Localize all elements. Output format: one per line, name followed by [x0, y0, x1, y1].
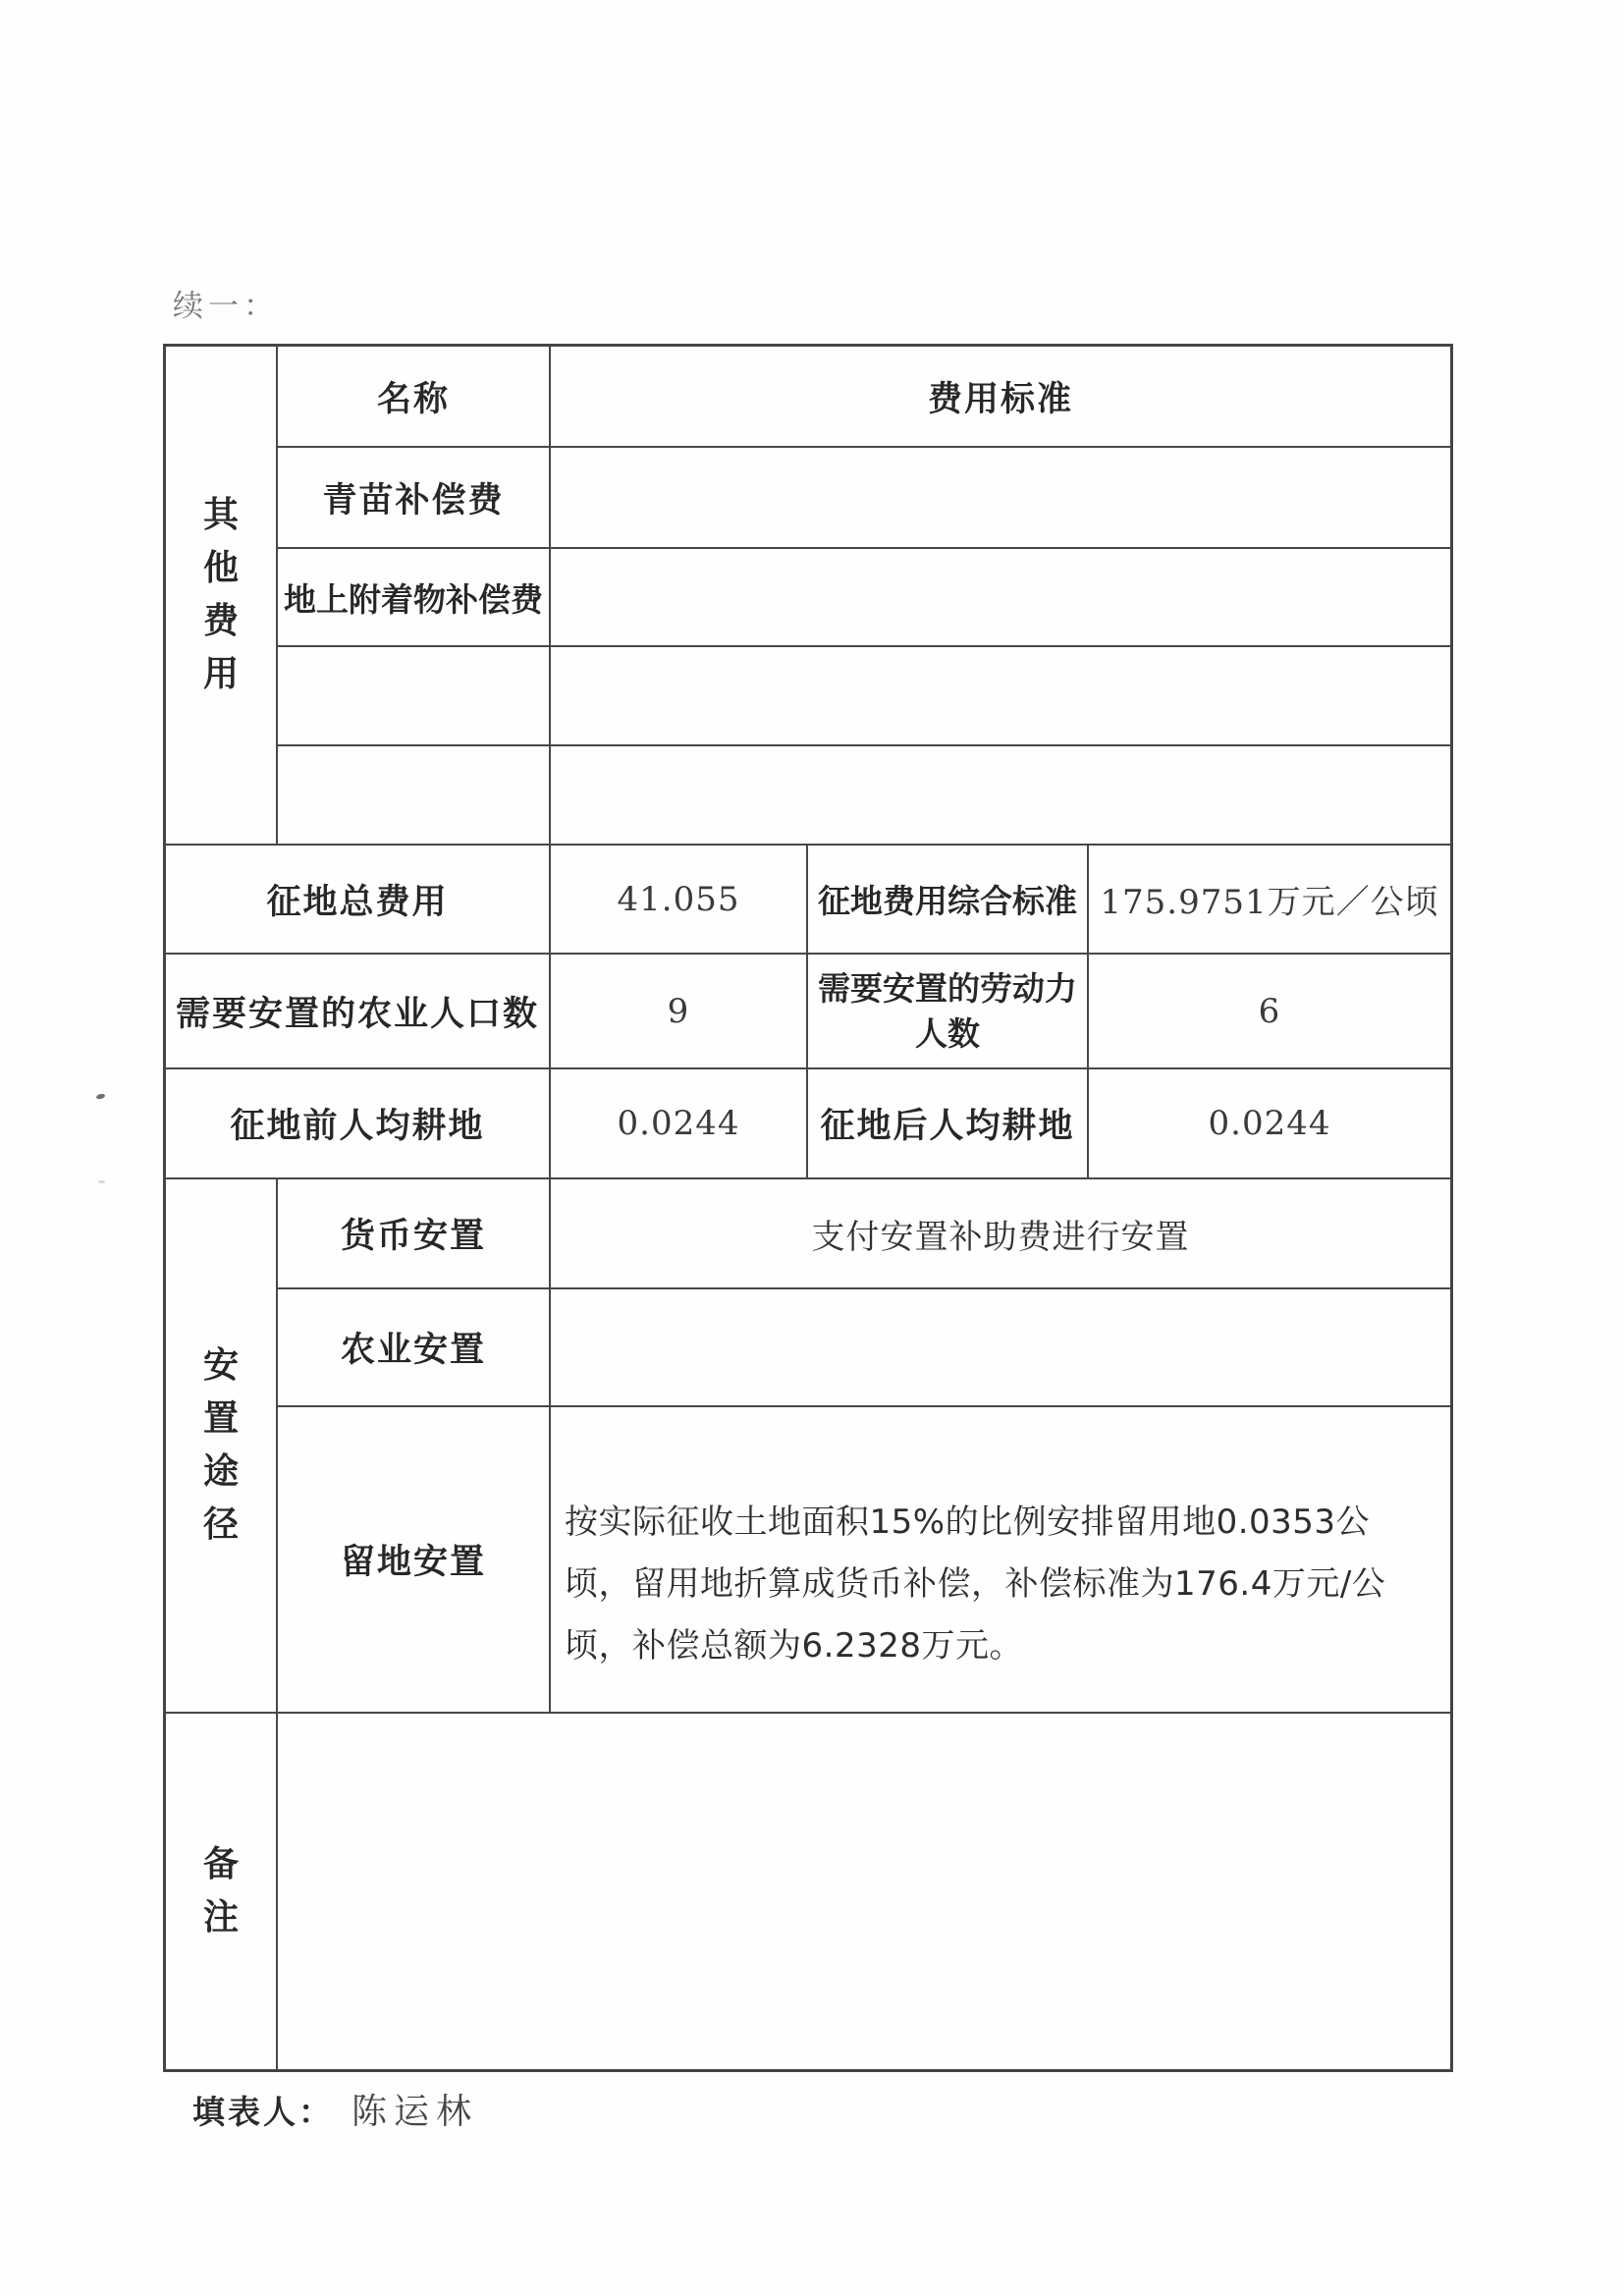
- per-capita-before-label: 征地前人均耕地: [165, 1068, 550, 1178]
- per-capita-after-value: 0.0244: [1088, 1068, 1451, 1178]
- agri-population-label: 需要安置的农业人口数: [165, 954, 550, 1068]
- section-resettlement: [165, 1178, 277, 1713]
- row-other-fee-blank-1-name: [277, 646, 550, 745]
- reserved-land-resettlement-name: 留地安置: [277, 1406, 550, 1713]
- form-filler-name: 陈运林: [352, 2092, 479, 2132]
- section-remarks: [165, 1713, 277, 2070]
- total-land-cost-label: 征地总费用: [165, 845, 550, 954]
- row-other-fee-blank-1-value: [550, 646, 1451, 745]
- total-land-cost-value: 41.055: [550, 845, 807, 954]
- scan-speck: [96, 1093, 106, 1100]
- labor-population-label: 需要安置的劳动力人数: [807, 954, 1088, 1068]
- monetary-resettlement-name: 货币安置: [277, 1178, 550, 1288]
- labor-population-value: 6: [1088, 954, 1451, 1068]
- row-seedling-compensation-name: 青苗补偿费: [277, 447, 550, 548]
- continuation-label: 续一：: [173, 289, 279, 324]
- agri-population-value: 9: [550, 954, 807, 1068]
- comprehensive-standard-label: 征地费用综合标准: [807, 845, 1088, 954]
- row-attachments-compensation-name: 地上附着物补偿费: [277, 548, 550, 646]
- form-filler-label: 填表人：: [192, 2093, 334, 2131]
- row-other-fee-blank-2-value: [550, 745, 1451, 845]
- section-other-fees: [165, 346, 277, 845]
- row-attachments-compensation-value: [550, 548, 1451, 646]
- header-name: 名称: [277, 346, 550, 447]
- reserved-land-resettlement-detail: 按实际征收土地面积15%的比例安排留用地0.0353公顷，留用地折算成货币补偿，补偿标准为176.4万元/公顷，补偿总额为6.2328万元。: [550, 1406, 1451, 1713]
- land-compensation-table: [163, 344, 1453, 2072]
- row-seedling-compensation-value: [550, 447, 1451, 548]
- resettlement-section-label: 安置途径: [202, 1345, 239, 1545]
- header-fee-standard: 费用标准: [550, 346, 1451, 447]
- scan-speck-faint: [98, 1180, 105, 1183]
- remarks-label: 备注: [202, 1844, 239, 1938]
- comprehensive-standard-value: 175.9751万元／公顷: [1088, 845, 1451, 954]
- per-capita-before-value: 0.0244: [550, 1068, 807, 1178]
- row-other-fee-blank-2-name: [277, 745, 550, 845]
- form-filler-line: [192, 2084, 478, 2134]
- agricultural-resettlement-value: [550, 1288, 1451, 1406]
- monetary-resettlement-value: 支付安置补助费进行安置: [550, 1178, 1451, 1288]
- remarks-content: [277, 1713, 1451, 2070]
- other-fees-section-label: 其他费用: [202, 495, 239, 694]
- per-capita-after-label: 征地后人均耕地: [807, 1068, 1088, 1178]
- agricultural-resettlement-name: 农业安置: [277, 1288, 550, 1406]
